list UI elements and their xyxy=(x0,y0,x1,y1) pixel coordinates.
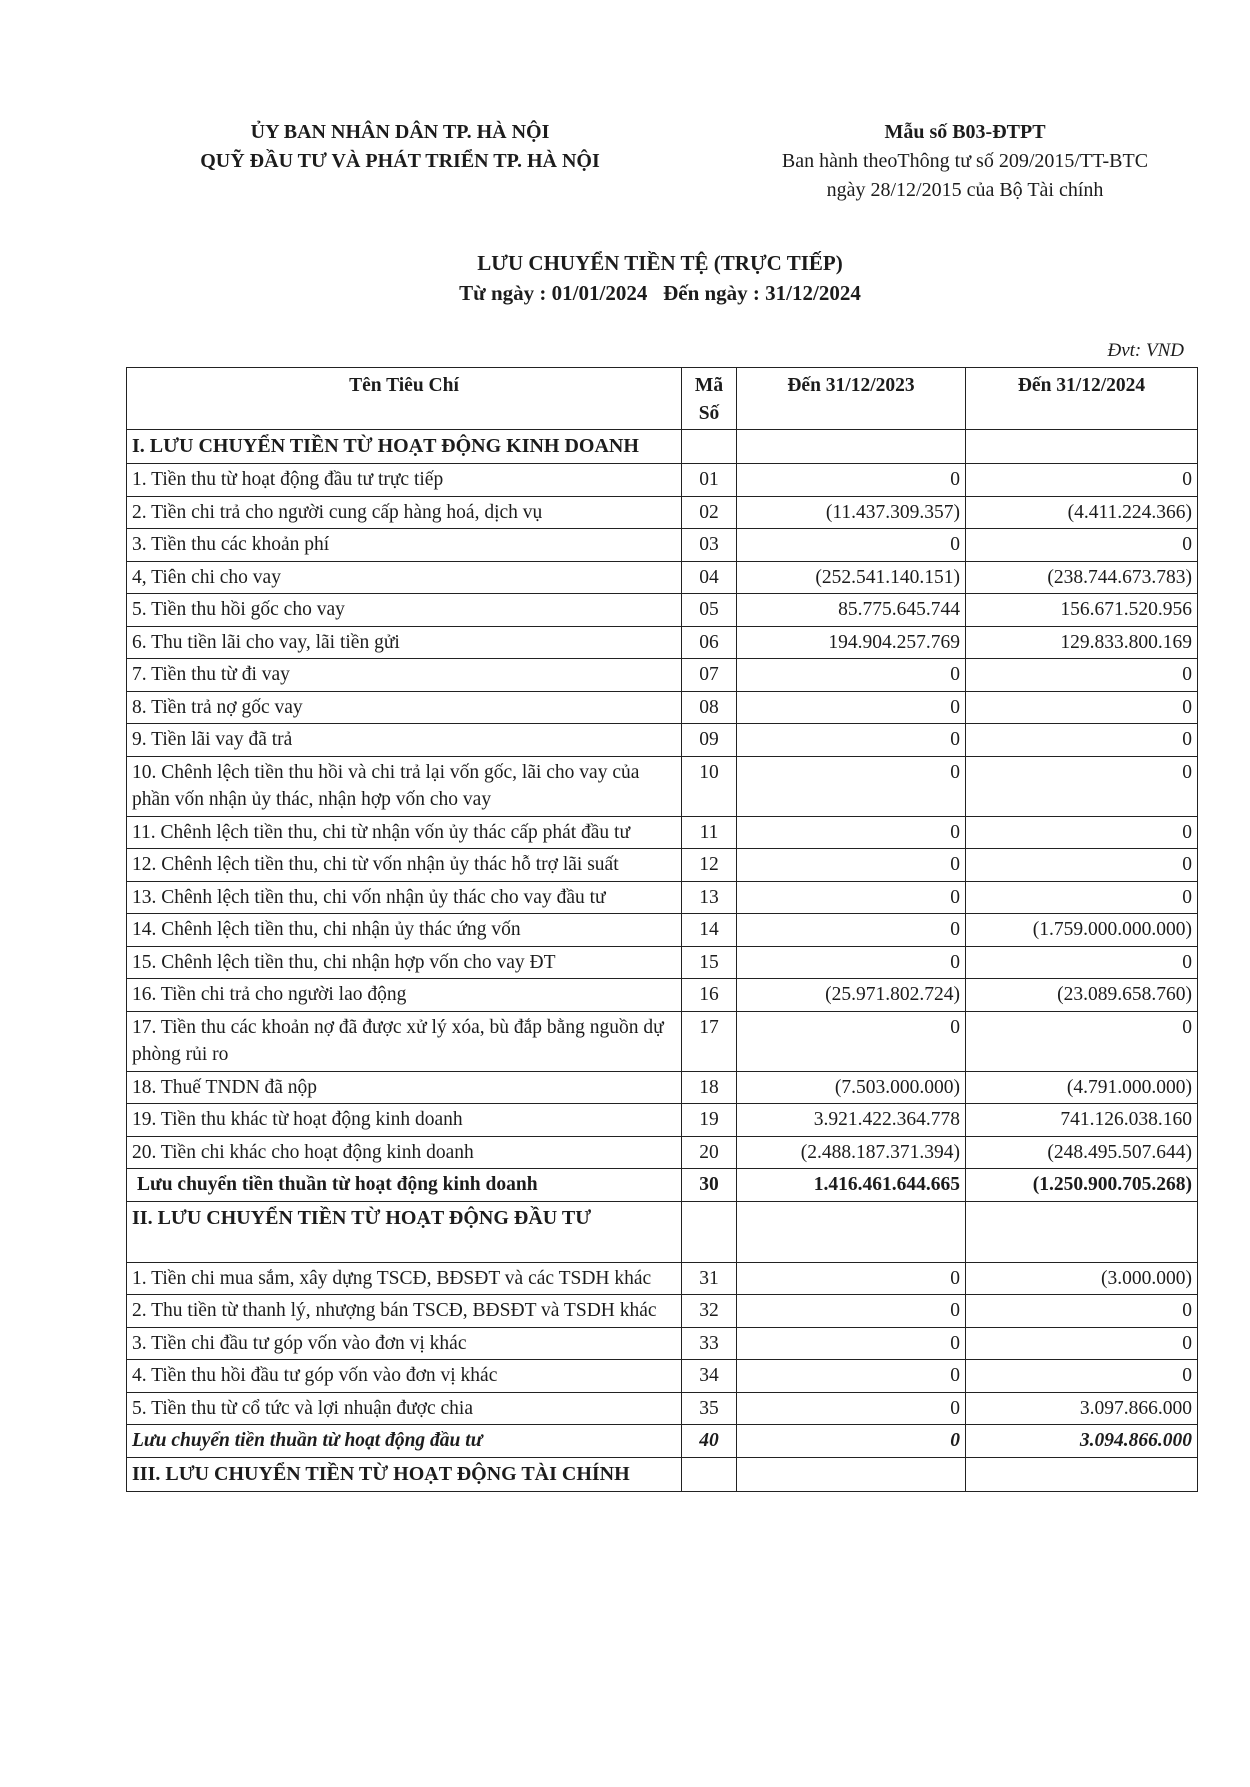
table-row xyxy=(127,691,1198,724)
table-row xyxy=(127,1360,1198,1393)
row-label: 13. Chênh lệch tiền thu, chi vốn nhận ủy thác cho vay đầu tư xyxy=(127,881,682,914)
row-value-2023: 0 xyxy=(737,914,966,947)
header-code xyxy=(682,368,737,430)
cash-flow-table xyxy=(126,367,1198,1492)
row-value-2024: 0 xyxy=(966,1360,1198,1393)
row-label: 9. Tiền lãi vay đã trả xyxy=(127,724,682,757)
row-value-2024: 0 xyxy=(966,849,1198,882)
row-value-2023: 0 xyxy=(737,1392,966,1425)
row-code: 09 xyxy=(682,724,737,757)
row-code: 17 xyxy=(682,1011,737,1071)
header-2023: Đến 31/12/2023 xyxy=(737,368,966,430)
row-value-2023: 3.921.422.364.778 xyxy=(737,1104,966,1137)
row-value-2024: (238.744.673.783) xyxy=(966,561,1198,594)
row-value-2024: 0 xyxy=(966,659,1198,692)
table-body xyxy=(127,430,1198,1492)
table-row xyxy=(127,914,1198,947)
row-code: 02 xyxy=(682,496,737,529)
row-code: 05 xyxy=(682,594,737,627)
row-value-2024: (248.495.507.644) xyxy=(966,1136,1198,1169)
row-code: 08 xyxy=(682,691,737,724)
row-label: 8. Tiền trả nợ gốc vay xyxy=(127,691,682,724)
row-code: 07 xyxy=(682,659,737,692)
row-label: II. LƯU CHUYỂN TIỀN TỪ HOẠT ĐỘNG ĐẦU TƯ xyxy=(127,1201,682,1262)
row-value-2023: 0 xyxy=(737,946,966,979)
table-row xyxy=(127,1295,1198,1328)
table-row xyxy=(127,1169,1198,1202)
row-value-2024: 0 xyxy=(966,1295,1198,1328)
row-value-2023: 0 xyxy=(737,849,966,882)
row-value-2024: (1.759.000.000.000) xyxy=(966,914,1198,947)
row-code: 30 xyxy=(682,1169,737,1202)
row-label: Lưu chuyển tiền thuần từ hoạt động kinh doanh xyxy=(127,1169,682,1202)
table-row xyxy=(127,724,1198,757)
row-value-2024: 0 xyxy=(966,816,1198,849)
table-row xyxy=(127,1327,1198,1360)
table-row xyxy=(127,849,1198,882)
row-label: 11. Chênh lệch tiền thu, chi từ nhận vốn ủy thác cấp phát đầu tư xyxy=(127,816,682,849)
report-period: Từ ngày : 01/01/2024 Đến ngày : 31/12/2024 xyxy=(459,281,861,305)
table-row xyxy=(127,946,1198,979)
row-value-2023: 0 xyxy=(737,691,966,724)
row-value-2023: 0 xyxy=(737,464,966,497)
row-value-2024: (1.250.900.705.268) xyxy=(966,1169,1198,1202)
row-code: 20 xyxy=(682,1136,737,1169)
row-label: III. LƯU CHUYỂN TIỀN TỪ HOẠT ĐỘNG TÀI CHÍNH xyxy=(127,1457,682,1491)
table-row xyxy=(127,430,1198,464)
row-value-2024: (4.411.224.366) xyxy=(966,496,1198,529)
row-code: 03 xyxy=(682,529,737,562)
row-label: 12. Chênh lệch tiền thu, chi từ vốn nhận ủy thác hỗ trợ lãi suất xyxy=(127,849,682,882)
table-row xyxy=(127,496,1198,529)
table-row xyxy=(127,1201,1198,1262)
row-value-2023: 0 xyxy=(737,881,966,914)
row-code: 32 xyxy=(682,1295,737,1328)
row-value-2023: 0 xyxy=(737,1262,966,1295)
row-value-2024: (23.089.658.760) xyxy=(966,979,1198,1012)
row-code: 13 xyxy=(682,881,737,914)
row-value-2023: 0 xyxy=(737,816,966,849)
row-code: 35 xyxy=(682,1392,737,1425)
row-value-2023 xyxy=(737,1457,966,1491)
row-code xyxy=(682,1201,737,1262)
row-value-2024: 3.094.866.000 xyxy=(966,1425,1198,1458)
form-issued-date: ngày 28/12/2015 của Bộ Tài chính xyxy=(826,179,1104,201)
row-label: 16. Tiền chi trả cho người lao động xyxy=(127,979,682,1012)
row-value-2023: (7.503.000.000) xyxy=(737,1071,966,1104)
row-value-2023: (11.437.309.357) xyxy=(737,496,966,529)
row-value-2023: 0 xyxy=(737,724,966,757)
row-value-2024: (3.000.000) xyxy=(966,1262,1198,1295)
table-row xyxy=(127,1262,1198,1295)
row-label: 15. Chênh lệch tiền thu, chi nhận hợp vốn cho vay ĐT xyxy=(127,946,682,979)
form-number: Mẫu số B03-ĐTPT xyxy=(884,121,1046,143)
table-row xyxy=(127,816,1198,849)
row-code: 12 xyxy=(682,849,737,882)
row-label: 1. Tiền chi mua sắm, xây dựng TSCĐ, BĐSĐT và các TSDH khác xyxy=(127,1262,682,1295)
row-value-2024: 3.097.866.000 xyxy=(966,1392,1198,1425)
org-line-1: ỦY BAN NHÂN DÂN TP. HÀ NỘI xyxy=(250,121,550,143)
header-code-line2: Số xyxy=(698,402,720,424)
row-value-2023: 0 xyxy=(737,1360,966,1393)
org-line-2: QUỸ ĐẦU TƯ VÀ PHÁT TRIỂN TP. HÀ NỘI xyxy=(200,150,600,172)
row-code: 19 xyxy=(682,1104,737,1137)
row-label: 4, Tiên chi cho vay xyxy=(127,561,682,594)
organization-header xyxy=(150,118,650,176)
row-label: 5. Tiền thu từ cổ tức và lợi nhuận được chia xyxy=(127,1392,682,1425)
row-label: 20. Tiền chi khác cho hoạt động kinh doanh xyxy=(127,1136,682,1169)
row-code: 14 xyxy=(682,914,737,947)
row-label: 4. Tiền thu hồi đầu tư góp vốn vào đơn vị khác xyxy=(127,1360,682,1393)
currency-unit: Đvt: VND xyxy=(1107,340,1184,361)
row-label: 3. Tiền chi đầu tư góp vốn vào đơn vị khác xyxy=(127,1327,682,1360)
table-header-row xyxy=(127,368,1198,430)
row-value-2023: 1.416.461.644.665 xyxy=(737,1169,966,1202)
row-code: 18 xyxy=(682,1071,737,1104)
header-code-line1: Mã xyxy=(694,375,724,396)
row-value-2023 xyxy=(737,1201,966,1262)
table-row xyxy=(127,756,1198,816)
row-value-2024: 0 xyxy=(966,756,1198,816)
row-label: Lưu chuyển tiền thuần từ hoạt động đầu tư xyxy=(127,1425,682,1458)
row-value-2023: 0 xyxy=(737,529,966,562)
row-code: 06 xyxy=(682,626,737,659)
row-code: 31 xyxy=(682,1262,737,1295)
row-value-2024: 0 xyxy=(966,724,1198,757)
row-value-2024 xyxy=(966,430,1198,464)
row-value-2024: 741.126.038.160 xyxy=(966,1104,1198,1137)
row-label: 17. Tiền thu các khoản nợ đã được xử lý xóa, bù đắp bằng nguồn dự phòng rủi ro xyxy=(127,1011,682,1071)
row-label: 5. Tiền thu hồi gốc cho vay xyxy=(127,594,682,627)
row-value-2024 xyxy=(966,1201,1198,1262)
row-value-2024: 156.671.520.956 xyxy=(966,594,1198,627)
row-value-2023: 0 xyxy=(737,659,966,692)
row-label: 14. Chênh lệch tiền thu, chi nhận ủy thác ứng vốn xyxy=(127,914,682,947)
report-title: LƯU CHUYỂN TIỀN TỆ (TRỰC TIẾP) xyxy=(477,251,843,275)
table-row xyxy=(127,1425,1198,1458)
row-code: 01 xyxy=(682,464,737,497)
row-code: 40 xyxy=(682,1425,737,1458)
row-value-2023: 0 xyxy=(737,1327,966,1360)
row-label: 3. Tiền thu các khoản phí xyxy=(127,529,682,562)
row-value-2023: 85.775.645.744 xyxy=(737,594,966,627)
table-row xyxy=(127,561,1198,594)
table-row xyxy=(127,1392,1198,1425)
row-code: 15 xyxy=(682,946,737,979)
row-code: 16 xyxy=(682,979,737,1012)
row-value-2023: 0 xyxy=(737,756,966,816)
table-row xyxy=(127,464,1198,497)
row-label: 7. Tiền thu từ đi vay xyxy=(127,659,682,692)
form-reference xyxy=(735,118,1195,205)
row-label: 6. Thu tiền lãi cho vay, lãi tiền gửi xyxy=(127,626,682,659)
row-value-2024: 0 xyxy=(966,1011,1198,1071)
table-row xyxy=(127,1136,1198,1169)
row-value-2024: 0 xyxy=(966,529,1198,562)
row-value-2023: (252.541.140.151) xyxy=(737,561,966,594)
row-label: 18. Thuế TNDN đã nộp xyxy=(127,1071,682,1104)
row-value-2024: (4.791.000.000) xyxy=(966,1071,1198,1104)
row-code: 10 xyxy=(682,756,737,816)
table-row xyxy=(127,1011,1198,1071)
table-row xyxy=(127,1104,1198,1137)
row-code xyxy=(682,430,737,464)
table-row xyxy=(127,1457,1198,1491)
row-code: 34 xyxy=(682,1360,737,1393)
row-value-2023: (2.488.187.371.394) xyxy=(737,1136,966,1169)
row-value-2024: 0 xyxy=(966,881,1198,914)
row-label: 2. Tiền chi trả cho người cung cấp hàng hoá, dịch vụ xyxy=(127,496,682,529)
row-code: 04 xyxy=(682,561,737,594)
row-value-2024 xyxy=(966,1457,1198,1491)
table-row xyxy=(127,659,1198,692)
row-value-2023: 194.904.257.769 xyxy=(737,626,966,659)
row-label: 19. Tiền thu khác từ hoạt động kinh doanh xyxy=(127,1104,682,1137)
table-row xyxy=(127,881,1198,914)
row-code xyxy=(682,1457,737,1491)
row-code: 11 xyxy=(682,816,737,849)
row-value-2023: 0 xyxy=(737,1295,966,1328)
row-value-2023: 0 xyxy=(737,1011,966,1071)
row-value-2024: 0 xyxy=(966,691,1198,724)
report-title-block xyxy=(0,248,1250,308)
row-label: I. LƯU CHUYỂN TIỀN TỪ HOẠT ĐỘNG KINH DOANH xyxy=(127,430,682,464)
row-value-2023 xyxy=(737,430,966,464)
row-value-2024: 129.833.800.169 xyxy=(966,626,1198,659)
header-2024: Đến 31/12/2024 xyxy=(966,368,1198,430)
header-name: Tên Tiêu Chí xyxy=(127,368,682,430)
row-value-2023: 0 xyxy=(737,1425,966,1458)
row-label: 10. Chênh lệch tiền thu hồi và chi trả lại vốn gốc, lãi cho vay của phần vốn nhận ủy thác, nhận hợp vốn cho vay xyxy=(127,756,682,816)
table-row xyxy=(127,1071,1198,1104)
form-issued-by: Ban hành theoThông tư số 209/2015/TT-BTC xyxy=(781,150,1149,172)
table-row xyxy=(127,626,1198,659)
table-row xyxy=(127,979,1198,1012)
row-value-2024: 0 xyxy=(966,1327,1198,1360)
row-value-2023: (25.971.802.724) xyxy=(737,979,966,1012)
row-value-2024: 0 xyxy=(966,464,1198,497)
row-code: 33 xyxy=(682,1327,737,1360)
row-label: 2. Thu tiền từ thanh lý, nhượng bán TSCĐ, BĐSĐT và TSDH khác xyxy=(127,1295,682,1328)
table-row xyxy=(127,594,1198,627)
row-value-2024: 0 xyxy=(966,946,1198,979)
row-label: 1. Tiền thu từ hoạt động đầu tư trực tiếp xyxy=(127,464,682,497)
table-row xyxy=(127,529,1198,562)
